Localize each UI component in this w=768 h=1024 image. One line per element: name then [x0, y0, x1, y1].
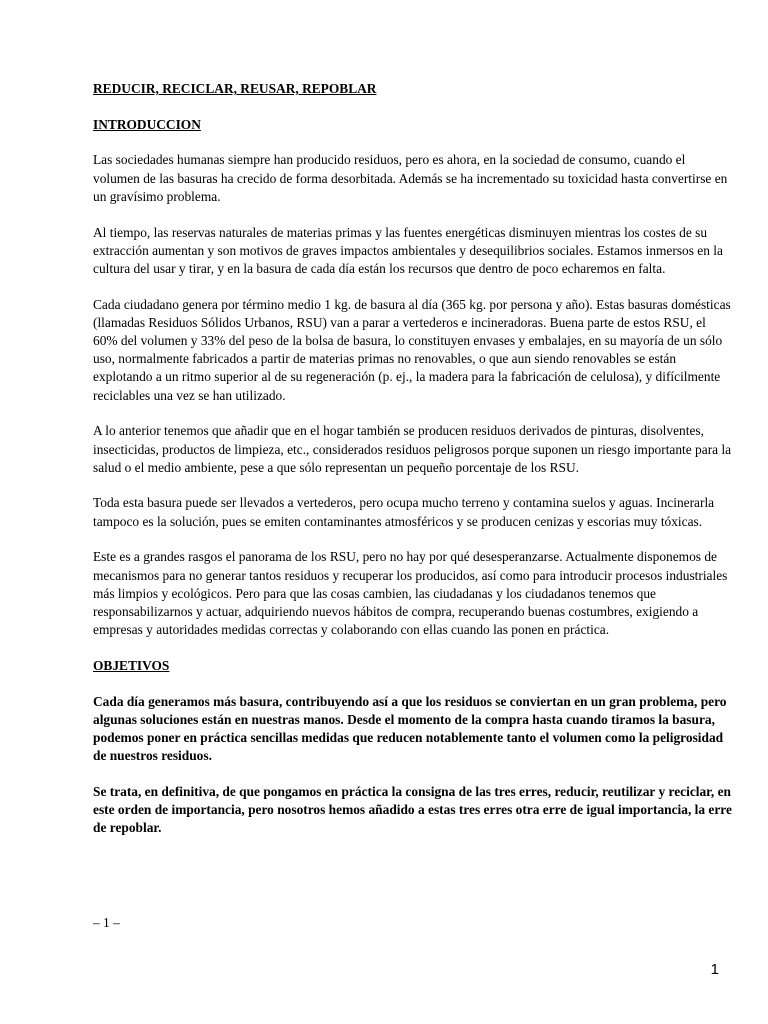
- intro-paragraph-1: Las sociedades humanas siempre han producido residuos, pero es ahora, en la sociedad de consumo, cuando el volumen de las basuras ha crecido de forma desorbitada. Además se ha incrementado su toxicidad hasta convertirse en un gravísimo problema.: [93, 152, 728, 204]
- intro-paragraph-5: Toda esta basura puede ser llevados a vertederos, pero ocupa mucho terreno y contamina suelos y aguas. Incinerarla tampoco es la solución, pues se emiten contaminantes atmosféricos y se producen cenizas y escorias muy tóxicas.: [93, 495, 715, 529]
- section-heading-introduccion: INTRODUCCION: [93, 116, 201, 132]
- document-body: [93, 80, 733, 855]
- page-number: 1: [710, 961, 719, 978]
- objective-paragraph-1: Cada día generamos más basura, contribuyendo así a que los residuos se conviertan en un gran problema, pero algunas soluciones están en nuestras manos. Desde el momento de la compra hasta cuando tiramos la basura, podemos poner en práctica sencillas medidas que reducen notablemente tanto el volumen como la peligrosidad de nuestros residuos.: [93, 693, 727, 764]
- intro-paragraph-2: Al tiempo, las reservas naturales de materias primas y las fuentes energéticas disminuyen mientras los costes de su extracción aumentan y son motivos de graves impactos ambientales y desequilibrios sociales. Estamos inmersos en la cultura del usar y tirar, y en la basura de cada día están los recursos que dentro de poco echaremos en falta.: [93, 224, 723, 276]
- page-footer: – 1 –: [93, 915, 120, 930]
- document-title: REDUCIR, RECICLAR, REUSAR, REPOBLAR: [93, 81, 377, 96]
- section-heading-objetivos: OBJETIVOS: [93, 657, 170, 673]
- intro-paragraph-3: Cada ciudadano genera por término medio 1 kg. de basura al día (365 kg. por persona y año). Estas basuras domésticas (llamadas Residuos Sólidos Urbanos, RSU) van a parar a vertederos e incineradoras. Buena parte de estos RSU, el 60% del volumen y 33% del peso de la bolsa de basura, lo constituyen envases y embalajes, en su mayoría de un sólo uso, normalmente fabricados a partir de materias primas no renovables, o que aun siendo renovables se están explotando a un ritmo superior al de su regeneración (p. ej., la madera para la fabricación de celulosa), y difícilmente reciclables una vez se han utilizado.: [93, 296, 731, 403]
- objective-paragraph-2: Se trata, en definitiva, de que pongamos en práctica la consigna de las tres erres, reducir, reutilizar y reciclar, en este orden de importancia, pero nosotros hemos añadido a estas tres erres otra erre de igual importancia, la erre de repoblar.: [93, 783, 732, 836]
- intro-paragraph-6: Este es a grandes rasgos el panorama de los RSU, pero no hay por qué desesperanzarse. Actualmente disponemos de mecanismos para no generar tantos residuos y recuperar los producidos, así como para introducir procesos industriales más limpios y ecológicos. Pero para que las cosas cambien, las ciudadanas y los ciudadanos tenemos que responsabilizarnos y actuar, adquiriendo nuevos hábitos de compra, recuperando buenas costumbres, exigiendo a empresas y autoridades medidas correctas y colaborando con ellas cuando las ponen en práctica.: [93, 549, 728, 638]
- intro-paragraph-4: A lo anterior tenemos que añadir que en el hogar también se producen residuos derivados de pinturas, disolventes, insecticidas, productos de limpieza, etc., considerados residuos peligrosos porque suponen un riesgo importante para la salud o el medio ambiente, pese a que sólo representan un pequeño porcentaje de los RSU.: [93, 423, 732, 475]
